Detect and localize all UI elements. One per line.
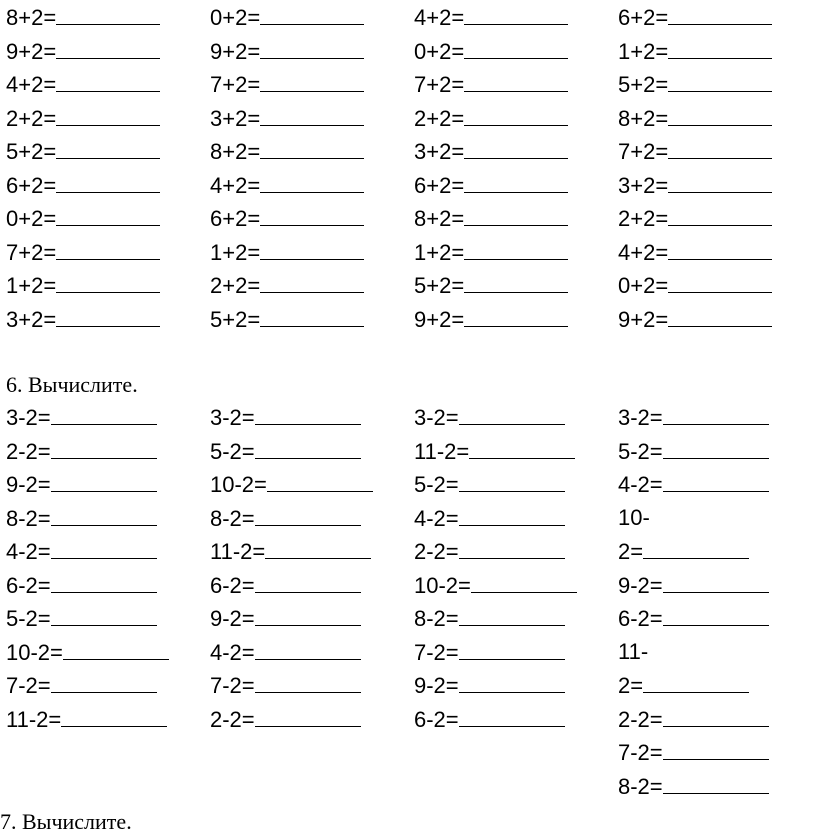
- answer-blank[interactable]: [260, 239, 364, 260]
- exercise-expression: 0+2=: [414, 38, 465, 64]
- exercise-item: [6, 205, 160, 232]
- answer-blank[interactable]: [663, 572, 769, 593]
- answer-blank[interactable]: [663, 438, 769, 459]
- exercise-expression: 6-2=: [618, 606, 663, 631]
- answer-blank[interactable]: [663, 706, 769, 727]
- exercise-expression: 8-2=: [6, 505, 51, 531]
- exercise-item: [210, 4, 364, 31]
- exercise-expression: 3-2=: [210, 405, 255, 430]
- exercise-expression: 9+2=: [210, 38, 261, 64]
- exercise-item: [414, 672, 565, 699]
- exercise-item: [6, 306, 160, 333]
- exercise-item: [618, 205, 772, 232]
- answer-blank[interactable]: [459, 538, 565, 559]
- exercise-expression: 8+2=: [414, 206, 465, 231]
- answer-blank[interactable]: [464, 4, 568, 25]
- answer-blank[interactable]: [63, 639, 169, 660]
- section-7-heading: 7. Вычислите.: [0, 809, 132, 834]
- exercise-item: [210, 105, 364, 132]
- exercise-item: [210, 639, 361, 666]
- exercise-expression: 7+2=: [210, 72, 261, 97]
- answer-blank[interactable]: [459, 605, 565, 626]
- exercise-item: [210, 172, 364, 199]
- answer-blank[interactable]: [459, 404, 565, 425]
- exercise-expression: 4-2=: [618, 472, 663, 497]
- exercise-expression: 8+2=: [618, 105, 669, 131]
- exercise-expression: 5+2=: [414, 273, 465, 298]
- exercise-item: [414, 38, 568, 65]
- exercise-expression: 6+2=: [210, 206, 261, 231]
- exercise-item: [6, 471, 157, 498]
- answer-blank[interactable]: [668, 105, 772, 126]
- exercise-item: [210, 38, 364, 65]
- answer-blank[interactable]: [255, 505, 361, 526]
- exercise-expression: 2+2=: [210, 273, 261, 298]
- answer-blank[interactable]: [469, 438, 575, 459]
- answer-blank[interactable]: [668, 272, 772, 293]
- exercise-item: [414, 105, 568, 132]
- exercise-item: [210, 706, 361, 733]
- exercise-expression: 7+2=: [618, 139, 669, 164]
- answer-blank[interactable]: [668, 239, 772, 260]
- exercise-item: [618, 639, 648, 665]
- exercise-item: [618, 739, 769, 766]
- answer-blank[interactable]: [459, 505, 565, 526]
- exercise-item: [6, 105, 160, 132]
- answer-blank[interactable]: [61, 706, 167, 727]
- exercise-expression: 11-2=: [6, 706, 62, 732]
- answer-blank[interactable]: [459, 672, 565, 693]
- exercise-expression: 2=: [618, 539, 644, 564]
- exercise-item: [6, 505, 157, 532]
- answer-blank[interactable]: [56, 38, 160, 59]
- answer-blank[interactable]: [464, 306, 568, 327]
- exercise-item: [210, 239, 364, 266]
- exercise-expression: 3+2=: [618, 172, 669, 198]
- exercise-expression: 4+2=: [6, 72, 57, 97]
- answer-blank[interactable]: [255, 706, 361, 727]
- exercise-item: [6, 71, 160, 98]
- answer-blank[interactable]: [255, 404, 361, 425]
- answer-blank[interactable]: [255, 672, 361, 693]
- exercise-item: [210, 471, 373, 498]
- exercise-item: [210, 138, 364, 165]
- answer-blank[interactable]: [56, 71, 160, 92]
- answer-blank[interactable]: [260, 4, 364, 25]
- exercise-expression: 9+2=: [6, 38, 57, 64]
- exercise-item: [618, 138, 772, 165]
- answer-blank[interactable]: [56, 4, 160, 25]
- exercise-expression: 1+2=: [618, 38, 669, 64]
- exercise-expression: 9-2=: [6, 472, 51, 497]
- exercise-item: [6, 404, 157, 431]
- answer-blank[interactable]: [51, 471, 157, 492]
- answer-blank[interactable]: [51, 505, 157, 526]
- exercise-item: [414, 505, 565, 532]
- exercise-item: [618, 572, 769, 599]
- exercise-item: [618, 672, 749, 699]
- exercise-expression: 9-2=: [618, 572, 663, 598]
- answer-blank[interactable]: [663, 471, 769, 492]
- exercise-item: [618, 538, 749, 565]
- exercise-item: [618, 38, 772, 65]
- exercise-item: [414, 4, 568, 31]
- exercise-expression: 2-2=: [618, 706, 663, 732]
- answer-blank[interactable]: [464, 205, 568, 226]
- exercise-expression: 3-2=: [6, 405, 51, 430]
- exercise-expression: 8+2=: [210, 139, 261, 164]
- answer-blank[interactable]: [643, 672, 749, 693]
- answer-blank[interactable]: [663, 605, 769, 626]
- exercise-expression: 3+2=: [6, 306, 57, 332]
- exercise-expression: 8-2=: [414, 606, 459, 631]
- exercise-expression: 7+2=: [414, 72, 465, 97]
- answer-blank[interactable]: [459, 706, 565, 727]
- exercise-item: [6, 572, 157, 599]
- exercise-item: [210, 404, 361, 431]
- answer-blank[interactable]: [51, 572, 157, 593]
- exercise-item: [618, 404, 769, 431]
- exercise-expression: 5+2=: [618, 72, 669, 97]
- exercise-item: [618, 471, 769, 498]
- exercise-item: [414, 306, 568, 333]
- answer-blank[interactable]: [260, 105, 364, 126]
- exercise-item: [6, 639, 169, 666]
- exercise-item: [414, 706, 565, 733]
- exercise-expression: 5-2=: [210, 438, 255, 464]
- exercise-expression: 4-2=: [210, 639, 255, 665]
- answer-blank[interactable]: [459, 639, 565, 660]
- answer-blank[interactable]: [255, 639, 361, 660]
- answer-blank[interactable]: [668, 138, 772, 159]
- exercise-expression: 1+2=: [414, 239, 465, 265]
- exercise-item: [618, 605, 769, 632]
- answer-blank[interactable]: [464, 38, 568, 59]
- answer-blank[interactable]: [260, 172, 364, 193]
- answer-blank[interactable]: [464, 172, 568, 193]
- exercise-expression: 2+2=: [414, 105, 465, 131]
- exercise-item: [210, 538, 371, 565]
- exercise-expression: 10-2=: [210, 472, 267, 497]
- exercise-item: [618, 706, 769, 733]
- exercise-expression: 4+2=: [414, 5, 465, 30]
- answer-blank[interactable]: [663, 739, 769, 760]
- exercise-item: [6, 672, 157, 699]
- answer-blank[interactable]: [668, 205, 772, 226]
- exercise-expression: 10-2=: [6, 639, 63, 665]
- exercise-expression: 9-2=: [414, 673, 459, 698]
- exercise-item: [414, 639, 565, 666]
- exercise-item: [210, 438, 361, 465]
- answer-blank[interactable]: [255, 438, 361, 459]
- exercise-expression: 11-2=: [414, 438, 470, 464]
- answer-blank[interactable]: [260, 71, 364, 92]
- exercise-item: [414, 138, 568, 165]
- answer-blank[interactable]: [668, 306, 772, 327]
- exercise-expression: 2-2=: [6, 438, 51, 464]
- answer-blank[interactable]: [471, 572, 577, 593]
- answer-blank[interactable]: [663, 773, 769, 794]
- answer-blank[interactable]: [265, 538, 371, 559]
- exercise-item: [414, 205, 568, 232]
- exercise-item: [6, 239, 160, 266]
- exercise-expression: 3+2=: [414, 139, 465, 164]
- exercise-item: [6, 272, 160, 299]
- answer-blank[interactable]: [464, 71, 568, 92]
- answer-blank[interactable]: [464, 105, 568, 126]
- exercise-expression: 10-: [618, 504, 650, 530]
- exercise-expression: 6-2=: [6, 572, 51, 598]
- exercise-item: [6, 38, 160, 65]
- exercise-item: [618, 773, 769, 800]
- exercise-item: [210, 306, 364, 333]
- exercise-expression: 8-2=: [210, 505, 255, 531]
- exercise-expression: 0+2=: [6, 206, 57, 231]
- exercise-item: [6, 172, 160, 199]
- exercise-expression: 5-2=: [414, 472, 459, 497]
- answer-blank[interactable]: [255, 605, 361, 626]
- exercise-item: [618, 438, 769, 465]
- exercise-item: [414, 239, 568, 266]
- exercise-item: [414, 71, 568, 98]
- section-6-heading: 6. Вычислите.: [6, 372, 138, 397]
- exercise-expression: 4+2=: [618, 239, 669, 265]
- exercise-expression: 6+2=: [618, 5, 669, 30]
- exercise-expression: 6+2=: [6, 172, 57, 198]
- exercise-item: [210, 272, 364, 299]
- exercise-item: [618, 505, 650, 531]
- answer-blank[interactable]: [56, 172, 160, 193]
- answer-blank[interactable]: [56, 239, 160, 260]
- exercise-item: [210, 205, 364, 232]
- answer-blank[interactable]: [668, 38, 772, 59]
- exercise-expression: 9+2=: [618, 306, 669, 332]
- exercise-item: [210, 505, 361, 532]
- exercise-expression: 7-2=: [210, 673, 255, 698]
- exercise-expression: 1+2=: [210, 239, 261, 265]
- answer-blank[interactable]: [56, 205, 160, 226]
- exercise-expression: 11-: [618, 638, 649, 664]
- exercise-item: [210, 572, 361, 599]
- exercise-expression: 2-2=: [414, 539, 459, 564]
- exercise-item: [618, 306, 772, 333]
- exercise-expression: 4-2=: [6, 539, 51, 564]
- exercise-item: [414, 438, 575, 465]
- exercise-expression: 7-2=: [618, 740, 663, 765]
- exercise-item: [414, 471, 565, 498]
- answer-blank[interactable]: [260, 138, 364, 159]
- exercise-item: [618, 239, 772, 266]
- answer-blank[interactable]: [663, 404, 769, 425]
- exercise-expression: 4+2=: [210, 172, 261, 198]
- exercise-expression: 2-2=: [210, 706, 255, 732]
- answer-blank[interactable]: [260, 205, 364, 226]
- answer-blank[interactable]: [260, 272, 364, 293]
- exercise-item: [414, 538, 565, 565]
- exercise-expression: 6+2=: [414, 172, 465, 198]
- exercise-expression: 11-2=: [210, 539, 266, 564]
- answer-blank[interactable]: [56, 138, 160, 159]
- exercise-expression: 2=: [618, 673, 644, 698]
- answer-blank[interactable]: [643, 538, 749, 559]
- exercise-item: [6, 538, 157, 565]
- exercise-expression: 0+2=: [618, 273, 669, 298]
- answer-blank[interactable]: [56, 306, 160, 327]
- exercise-expression: 1+2=: [6, 273, 57, 298]
- answer-blank[interactable]: [267, 471, 373, 492]
- exercise-item: [414, 605, 565, 632]
- exercise-expression: 8+2=: [6, 5, 57, 30]
- exercise-item: [414, 572, 577, 599]
- answer-blank[interactable]: [51, 538, 157, 559]
- answer-blank[interactable]: [255, 572, 361, 593]
- answer-blank[interactable]: [51, 672, 157, 693]
- exercise-expression: 7-2=: [414, 639, 459, 665]
- answer-blank[interactable]: [668, 172, 772, 193]
- exercise-item: [618, 71, 772, 98]
- exercise-item: [6, 138, 160, 165]
- exercise-expression: 5+2=: [210, 306, 261, 332]
- exercise-item: [6, 706, 167, 733]
- answer-blank[interactable]: [56, 105, 160, 126]
- exercise-item: [618, 105, 772, 132]
- answer-blank[interactable]: [56, 272, 160, 293]
- exercise-expression: 0+2=: [210, 5, 261, 30]
- exercise-expression: 9+2=: [414, 306, 465, 332]
- answer-blank[interactable]: [668, 71, 772, 92]
- exercise-expression: 9-2=: [210, 606, 255, 631]
- answer-blank[interactable]: [668, 4, 772, 25]
- exercise-expression: 7-2=: [6, 673, 51, 698]
- answer-blank[interactable]: [260, 38, 364, 59]
- exercise-item: [6, 438, 157, 465]
- exercise-expression: 8-2=: [618, 773, 663, 799]
- exercise-expression: 3-2=: [414, 405, 459, 430]
- exercise-item: [210, 672, 361, 699]
- answer-blank[interactable]: [51, 404, 157, 425]
- exercise-item: [618, 4, 772, 31]
- exercise-item: [414, 404, 565, 431]
- exercise-item: [6, 605, 157, 632]
- exercise-item: [414, 272, 568, 299]
- exercise-expression: 2+2=: [6, 105, 57, 131]
- exercise-expression: 5-2=: [618, 438, 663, 464]
- exercise-expression: 5-2=: [6, 606, 51, 631]
- exercise-item: [6, 4, 160, 31]
- exercise-item: [618, 272, 772, 299]
- exercise-expression: 10-2=: [414, 572, 471, 598]
- answer-blank[interactable]: [51, 605, 157, 626]
- exercise-expression: 4-2=: [414, 505, 459, 531]
- exercise-item: [210, 605, 361, 632]
- exercise-expression: 2+2=: [618, 206, 669, 231]
- exercise-item: [618, 172, 772, 199]
- answer-blank[interactable]: [459, 471, 565, 492]
- exercise-expression: 3-2=: [618, 405, 663, 430]
- answer-blank[interactable]: [260, 306, 364, 327]
- exercise-expression: 5+2=: [6, 139, 57, 164]
- exercise-item: [210, 71, 364, 98]
- exercise-expression: 6-2=: [414, 706, 459, 732]
- exercise-item: [414, 172, 568, 199]
- answer-blank[interactable]: [464, 138, 568, 159]
- answer-blank[interactable]: [464, 272, 568, 293]
- answer-blank[interactable]: [464, 239, 568, 260]
- exercise-expression: 6-2=: [210, 572, 255, 598]
- answer-blank[interactable]: [51, 438, 157, 459]
- exercise-expression: 3+2=: [210, 105, 261, 131]
- exercise-expression: 7+2=: [6, 239, 57, 265]
